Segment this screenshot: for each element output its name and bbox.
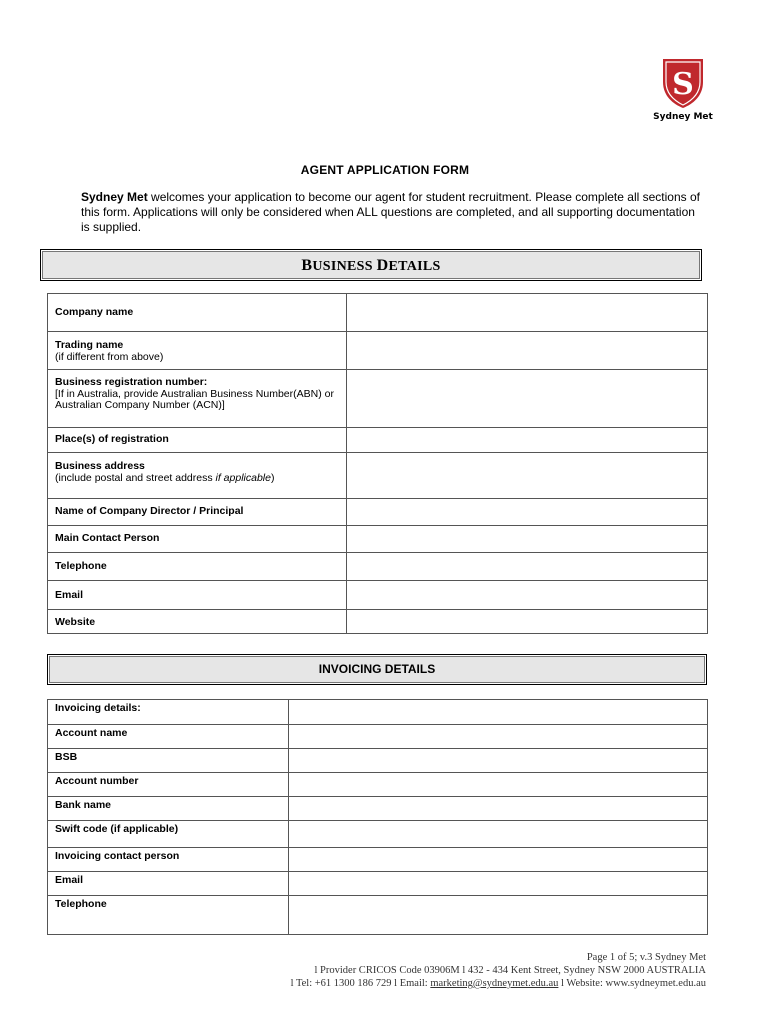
page-footer [146, 951, 706, 990]
footer-contact: l Tel: +61 1300 186 729 l Email: marketing@sydneymet.edu.au l Website: www.sydneymet.edu.au [290, 978, 706, 989]
intro-org: Sydney Met [81, 190, 148, 204]
telephone-label: Telephone [48, 553, 347, 581]
business-address-label: Business address (include postal and street address if applicable) [48, 453, 347, 499]
svg-text:S: S [672, 67, 694, 102]
table-row [48, 821, 708, 848]
invoicing-email-field[interactable] [289, 872, 708, 896]
footer-email-link[interactable]: marketing@sydneymet.edu.au [430, 978, 559, 989]
invoicing-contact-field[interactable] [289, 848, 708, 872]
invoicing-details-field[interactable] [289, 700, 708, 725]
table-row [48, 581, 708, 610]
table-row [48, 848, 708, 872]
shield-logo-icon [660, 56, 706, 110]
sydney-met-logo [650, 56, 716, 122]
table-row [48, 428, 708, 453]
table-row [48, 370, 708, 428]
table-row [48, 872, 708, 896]
email-field[interactable] [347, 581, 708, 610]
main-contact-field[interactable] [347, 526, 708, 553]
table-row [48, 749, 708, 773]
footer-page-number: Page 1 of 5; v.3 Sydney Met [586, 952, 706, 963]
account-number-field[interactable] [289, 773, 708, 797]
swift-code-field[interactable] [289, 821, 708, 848]
invoicing-telephone-label: Telephone [48, 896, 289, 935]
bsb-label: BSB [48, 749, 289, 773]
invoicing-details-table [47, 699, 708, 935]
invoicing-telephone-field[interactable] [289, 896, 708, 935]
table-row [48, 294, 708, 332]
table-row [48, 610, 708, 634]
table-row [48, 797, 708, 821]
trading-name-field[interactable] [347, 332, 708, 370]
table-row [48, 526, 708, 553]
invoicing-details-header: INVOICING DETAILS [47, 654, 707, 685]
account-number-label: Account number [48, 773, 289, 797]
footer-address: l Provider CRICOS Code 03906M l 432 - 434 Kent Street, Sydney NSW 2000 AUSTRALIA [314, 965, 706, 976]
intro-paragraph [81, 190, 701, 235]
account-name-label: Account name [48, 725, 289, 749]
table-row [48, 773, 708, 797]
table-row [48, 725, 708, 749]
invoicing-email-label: Email [48, 872, 289, 896]
company-director-field[interactable] [347, 499, 708, 526]
telephone-field[interactable] [347, 553, 708, 581]
company-name-label: Company name [48, 294, 347, 332]
bank-name-label: Bank name [48, 797, 289, 821]
place-of-registration-field[interactable] [347, 428, 708, 453]
business-registration-label: Business registration number: [If in Australia, provide Australian Business Number(ABN) or Australian Company Number (ACN)] [48, 370, 347, 428]
logo-text: Sydney Met [653, 112, 713, 122]
invoicing-contact-label: Invoicing contact person [48, 848, 289, 872]
bank-name-field[interactable] [289, 797, 708, 821]
table-row [48, 332, 708, 370]
bsb-field[interactable] [289, 749, 708, 773]
place-of-registration-label: Place(s) of registration [48, 428, 347, 453]
intro-text: welcomes your application to become our agent for student recruitment. Please complete all sections of this form. Applications will only be considered when ALL questions are completed, and all supporting documentation is supplied. [81, 190, 700, 234]
account-name-field[interactable] [289, 725, 708, 749]
business-address-field[interactable] [347, 453, 708, 499]
website-field[interactable] [347, 610, 708, 634]
table-row [48, 499, 708, 526]
main-contact-label: Main Contact Person [48, 526, 347, 553]
swift-code-label: Swift code (if applicable) [48, 821, 289, 848]
company-name-field[interactable] [347, 294, 708, 332]
company-director-label: Name of Company Director / Principal [48, 499, 347, 526]
form-title: AGENT APPLICATION FORM [300, 163, 470, 177]
business-details-header: BUSINESS DETAILS [40, 249, 702, 281]
table-row [48, 896, 708, 935]
business-details-table [47, 293, 708, 634]
website-label: Website [48, 610, 347, 634]
business-registration-field[interactable] [347, 370, 708, 428]
invoicing-details-label: Invoicing details: [48, 700, 289, 725]
email-label: Email [48, 581, 347, 610]
table-row [48, 553, 708, 581]
table-row [48, 700, 708, 725]
trading-name-label: Trading name (if different from above) [48, 332, 347, 370]
footer-website: Website: www.sydneymet.edu.au [566, 978, 706, 989]
table-row [48, 453, 708, 499]
